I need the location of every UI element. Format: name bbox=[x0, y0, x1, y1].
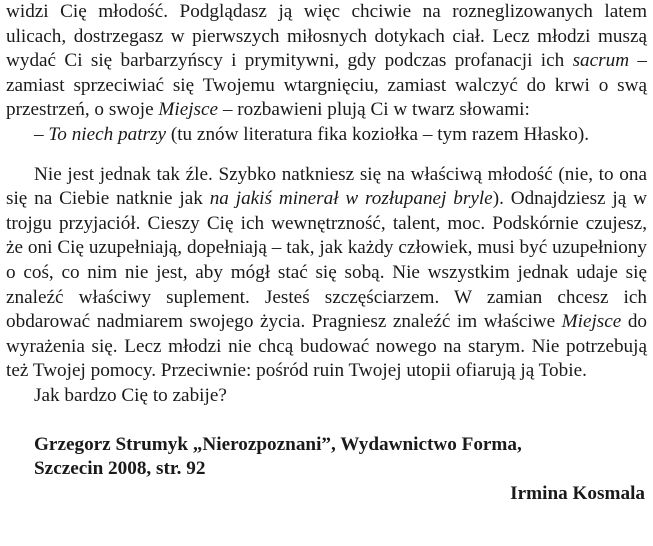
paragraph-spacer bbox=[6, 148, 647, 163]
italic-phrase: Miejsce bbox=[158, 99, 219, 121]
italic-phrase: Miejsce bbox=[561, 311, 622, 333]
text-run: do wyrażenia się. Lecz młodzi nie chcą budować nowego na starym. Nie potrzebują też Twojej pomocy. Przeciwnie: pośród ruin Twojej utopii ofiarują ją Tobie. bbox=[6, 311, 648, 382]
paragraph-intro bbox=[6, 0, 647, 123]
dialogue-quote bbox=[6, 123, 647, 148]
text-run: – zamiast sprzeciwiać się Twojemu wtargnięciu, zamiast walczyć do krwi o swą przestrzeń, o swoje bbox=[6, 50, 648, 121]
book-credit-line-2: Szczecin 2008, str. 92 bbox=[34, 458, 206, 480]
italic-phrase: na jakiś minerał w rozłupanej bryle bbox=[209, 188, 493, 210]
text-run: ). Odnajdziesz ją w trojgu przyjaciół. Cieszy Cię ich wewnętrzność, talent, moc. Podskórnie czujesz, że oni Cię uzupełniają, dopełniają – tak, jak każdy człowiek, musi być uzupełniony o coś, co nim nie jest, aby mógł stać się sobą. Nie wszystkim jednak udaje się znaleźć właściwy suplement. Jesteś szczęściarzem. W zamian chcesz ich obdarować nadmiarem swojego życia. Pragniesz znaleźć im właściwe bbox=[6, 188, 647, 333]
closing-question: Jak bardzo Cię to zabije? bbox=[34, 384, 227, 406]
credit-spacer bbox=[6, 409, 647, 433]
text-run: – bbox=[34, 123, 49, 145]
paragraph-main bbox=[6, 163, 647, 384]
text-run: (tu znów literatura fika koziołka – tym razem Hłasko). bbox=[166, 123, 590, 145]
author-name: Irmina Kosmala bbox=[510, 482, 645, 504]
text-run: – rozbawieni plują Ci w twarz słowami: bbox=[218, 99, 530, 121]
text-run: widzi Cię młodość. Podglądasz ją więc chciwie na rozneglizowanych latem ulicach, dostrzegasz w pierwszych miłosnych dotykach ciał. Lecz młodzi muszą wydać Ci się barbarzyńscy i prymitywni, gdy podczas profanacji ich bbox=[6, 1, 647, 72]
text-run: Nie jest jednak tak źle. Szybko natkniesz się na właściwą młodość (nie, to ona się na Ciebie natknie jak bbox=[6, 163, 647, 210]
italic-phrase: sacrum bbox=[572, 50, 630, 72]
book-credit-line-1: Grzegorz Strumyk „Nierozpoznani”, Wydawnictwo Forma, bbox=[34, 433, 522, 455]
article-page bbox=[6, 0, 647, 506]
italic-phrase: To niech patrzy bbox=[48, 123, 167, 145]
